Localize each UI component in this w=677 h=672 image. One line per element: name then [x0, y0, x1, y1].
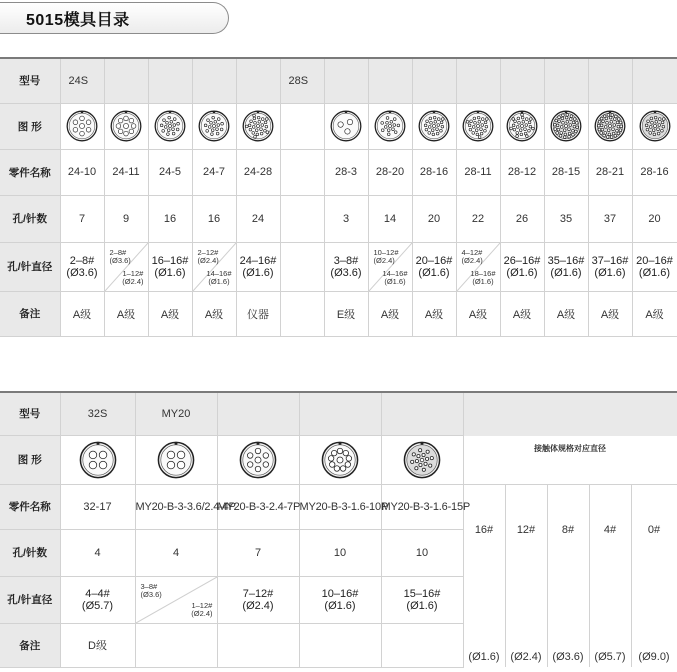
row-label-note: 备注 [0, 291, 60, 336]
part-name: 28-12 [500, 149, 544, 195]
contact-diameter: (Ø2.4) [505, 576, 547, 667]
row-label-model: 型号 [0, 58, 60, 103]
connector-face-icon [242, 110, 274, 142]
row-label-part-2: 零件名称 [0, 484, 60, 529]
diameter-top-size: (Ø2.4) [461, 255, 483, 265]
pin-count: 10 [299, 529, 381, 576]
pin-count: 3 [324, 195, 368, 242]
connector-figure [135, 435, 217, 484]
pin-diameter [236, 242, 280, 291]
pin-count: 16 [192, 195, 236, 242]
diameter-top-size: (Ø3.6) [109, 255, 131, 265]
diameter-size: (Ø5.7) [81, 599, 114, 612]
diameter-size: (Ø1.6) [406, 599, 438, 612]
part-name: MY20-B-3-1.6-15P [381, 484, 463, 529]
grade-note: A级 [60, 291, 104, 336]
part-name: 32-17 [60, 484, 135, 529]
grade-note [381, 623, 463, 667]
part-name: 28-20 [368, 149, 412, 195]
connector-figure [588, 103, 632, 149]
diameter-bottom-count: 14–16# [206, 268, 232, 278]
pin-count: 7 [217, 529, 299, 576]
connector-figure [544, 103, 588, 149]
pin-diameter [60, 576, 135, 623]
contact-header-band [464, 393, 677, 436]
grade-note: A级 [632, 291, 677, 336]
diameter-size: (Ø1.6) [594, 266, 626, 279]
grade-note: E级 [324, 291, 368, 336]
connector-figure [456, 103, 500, 149]
part-name: 24-28 [236, 149, 280, 195]
connector-face-icon [154, 110, 186, 142]
diameter-top-count: 2–12# [197, 247, 219, 257]
part-name: 28-11 [456, 149, 500, 195]
connector-face-icon [462, 110, 494, 142]
connector-figure [148, 103, 192, 149]
pin-diameter [217, 576, 299, 623]
diameter-count: 7–12# [242, 587, 274, 600]
series-my20: MY20 [135, 392, 217, 435]
diameter-top-count: 10–12# [373, 247, 399, 257]
contact-diameter: (Ø1.6) [463, 576, 505, 667]
pin-diameter [368, 242, 412, 291]
diameter-count: 26–16# [503, 254, 541, 267]
pin-diameter [412, 242, 456, 291]
connector-face-icon [418, 110, 450, 142]
pin-diameter [381, 576, 463, 623]
grade-note: A级 [104, 291, 148, 336]
diameter-count: 20–16# [636, 254, 673, 267]
contact-size: 12# [505, 484, 547, 576]
pin-diameter [500, 242, 544, 291]
part-name [280, 149, 324, 195]
connector-figure [324, 103, 368, 149]
grade-note: 仪器 [236, 291, 280, 336]
pin-count: 24 [236, 195, 280, 242]
split-diameter [193, 243, 236, 291]
diameter-bottom-size: (Ø2.4) [191, 608, 213, 618]
pin-count: 4 [135, 529, 217, 576]
diameter-count: 4–4# [85, 587, 110, 600]
row-label-model-2: 型号 [0, 392, 60, 435]
connector-face-icon [157, 441, 195, 479]
pin-count: 7 [60, 195, 104, 242]
row-label-diameter-2: 孔/针直径 [0, 576, 60, 623]
series-32s: 32S [60, 392, 135, 435]
connector-face-icon [374, 110, 406, 142]
part-name: 24-11 [104, 149, 148, 195]
contact-size: 4# [589, 484, 631, 576]
connector-figure [500, 103, 544, 149]
diameter-count: 10–16# [321, 587, 359, 600]
diameter-bottom-count: 1–12# [122, 268, 144, 278]
row-label-count: 孔/针数 [0, 195, 60, 242]
connector-face-icon [330, 110, 362, 142]
split-diameter [457, 243, 500, 291]
diameter-size: (Ø3.6) [330, 266, 362, 279]
part-name: MY20-B-3-2.4-7P [217, 484, 299, 529]
connector-figure [381, 435, 463, 484]
pin-count: 4 [60, 529, 135, 576]
diameter-top-size: (Ø2.4) [197, 255, 219, 265]
grade-note: A级 [544, 291, 588, 336]
split-diameter [136, 577, 217, 623]
pin-diameter [104, 242, 148, 291]
connector-face-icon [550, 110, 582, 142]
split-diameter [369, 243, 412, 291]
grade-note: A级 [192, 291, 236, 336]
connector-figure [299, 435, 381, 484]
part-name: MY20-B-3-3.6/2.4-4P [135, 484, 217, 529]
diameter-top-count: 3–8# [140, 581, 158, 591]
row-label-figure-2: 图 形 [0, 435, 60, 484]
row-label-note-2: 备注 [0, 623, 60, 667]
row-label-part: 零件名称 [0, 149, 60, 195]
grade-note [299, 623, 381, 667]
pin-count: 20 [412, 195, 456, 242]
pin-diameter [148, 242, 192, 291]
pin-diameter [632, 242, 677, 291]
connector-figure [632, 103, 677, 149]
diameter-count: 16–16# [151, 254, 189, 267]
diameter-count: 3–8# [333, 254, 359, 267]
diameter-count: 20–16# [415, 254, 453, 267]
diameter-count: 15–16# [403, 587, 441, 600]
contact-diameter: (Ø5.7) [589, 576, 631, 667]
pin-diameter [324, 242, 368, 291]
page-title: 5015模具目录 [26, 11, 130, 29]
grade-note: A级 [588, 291, 632, 336]
pin-count: 14 [368, 195, 412, 242]
mold-table-32s-my20 [0, 391, 677, 668]
diameter-count: 24–16# [239, 254, 277, 267]
diameter-size: (Ø3.6) [66, 266, 98, 279]
diameter-bottom-size: (Ø2.4) [122, 276, 144, 286]
part-name: 28-16 [632, 149, 677, 195]
diameter-bottom-size: (Ø1.6) [384, 276, 406, 286]
connector-figure [60, 435, 135, 484]
contact-size: 0# [631, 484, 677, 576]
part-name: 28-3 [324, 149, 368, 195]
connector-figure [368, 103, 412, 149]
grade-note [135, 623, 217, 667]
grade-note: A级 [412, 291, 456, 336]
contact-caption: 接触体规格对应直径 [534, 444, 607, 454]
diameter-count: 35–16# [547, 254, 585, 267]
diameter-size: (Ø2.4) [242, 599, 274, 612]
connector-face-icon [79, 441, 117, 479]
connector-face-icon [239, 441, 277, 479]
series-28s: 28S [280, 58, 324, 103]
diameter-size: (Ø1.6) [638, 266, 671, 279]
pin-count: 16 [148, 195, 192, 242]
pin-count: 22 [456, 195, 500, 242]
row-label-diameter: 孔/针直径 [0, 242, 60, 291]
diameter-size: (Ø1.6) [550, 266, 582, 279]
diameter-size: (Ø1.6) [154, 266, 186, 279]
connector-face-icon [110, 110, 142, 142]
pin-diameter [135, 576, 217, 623]
part-name: 24-7 [192, 149, 236, 195]
diameter-size: (Ø1.6) [242, 266, 274, 279]
diameter-size: (Ø1.6) [418, 266, 450, 279]
pin-diameter [544, 242, 588, 291]
diameter-bottom-count: 1–12# [191, 600, 213, 610]
connector-figure [236, 103, 280, 149]
pin-count: 35 [544, 195, 588, 242]
pin-count: 10 [381, 529, 463, 576]
pin-count: 20 [632, 195, 677, 242]
grade-note [280, 291, 324, 336]
pin-count: 9 [104, 195, 148, 242]
part-name: 28-16 [412, 149, 456, 195]
mold-table-24s-28s [0, 57, 677, 337]
diameter-size: (Ø1.6) [506, 266, 538, 279]
part-name: 28-21 [588, 149, 632, 195]
pin-diameter [192, 242, 236, 291]
pin-diameter [299, 576, 381, 623]
connector-face-icon [639, 110, 671, 142]
pin-diameter [280, 242, 324, 291]
diameter-top-count: 4–12# [461, 247, 483, 257]
grade-note [217, 623, 299, 667]
grade-note: D级 [60, 623, 135, 667]
pin-count: 37 [588, 195, 632, 242]
grade-note: A级 [500, 291, 544, 336]
contact-size: 8# [547, 484, 589, 576]
row-label-figure: 图 形 [0, 103, 60, 149]
connector-figure [412, 103, 456, 149]
diameter-count: 37–16# [591, 254, 629, 267]
connector-face-icon [506, 110, 538, 142]
row-label-count-2: 孔/针数 [0, 529, 60, 576]
contact-diameter: (Ø9.0) [631, 576, 677, 667]
split-diameter [105, 243, 148, 291]
diameter-bottom-size: (Ø1.6) [208, 276, 230, 286]
connector-figure [217, 435, 299, 484]
connector-face-icon [594, 110, 626, 142]
part-name: MY20-B-3-1.6-10P [299, 484, 381, 529]
contact-diameter: (Ø3.6) [547, 576, 589, 667]
pin-diameter [456, 242, 500, 291]
pin-diameter [60, 242, 104, 291]
connector-face-icon [321, 441, 359, 479]
pin-count: 26 [500, 195, 544, 242]
connector-figure [192, 103, 236, 149]
diameter-top-size: (Ø2.4) [373, 255, 395, 265]
grade-note: A级 [456, 291, 500, 336]
connector-face-icon [403, 441, 441, 479]
diameter-bottom-count: 18–16# [470, 268, 496, 278]
connector-face-icon [198, 110, 230, 142]
series-24s: 24S [60, 58, 104, 103]
part-name: 24-10 [60, 149, 104, 195]
diameter-top-size: (Ø3.6) [140, 589, 162, 599]
diameter-bottom-count: 14–16# [382, 268, 408, 278]
diameter-size: (Ø1.6) [324, 599, 356, 612]
part-name: 28-15 [544, 149, 588, 195]
connector-figure [60, 103, 104, 149]
catalog-title-tab [0, 2, 229, 34]
connector-figure [104, 103, 148, 149]
diameter-bottom-size: (Ø1.6) [472, 276, 494, 286]
contact-size: 16# [463, 484, 505, 576]
pin-count [280, 195, 324, 242]
pin-diameter [588, 242, 632, 291]
connector-face-icon [66, 110, 98, 142]
diameter-top-count: 2–8# [109, 247, 127, 257]
diameter-count: 2–8# [69, 254, 95, 267]
part-name: 24-5 [148, 149, 192, 195]
grade-note: A级 [368, 291, 412, 336]
grade-note: A级 [148, 291, 192, 336]
empty-cell [280, 103, 324, 149]
